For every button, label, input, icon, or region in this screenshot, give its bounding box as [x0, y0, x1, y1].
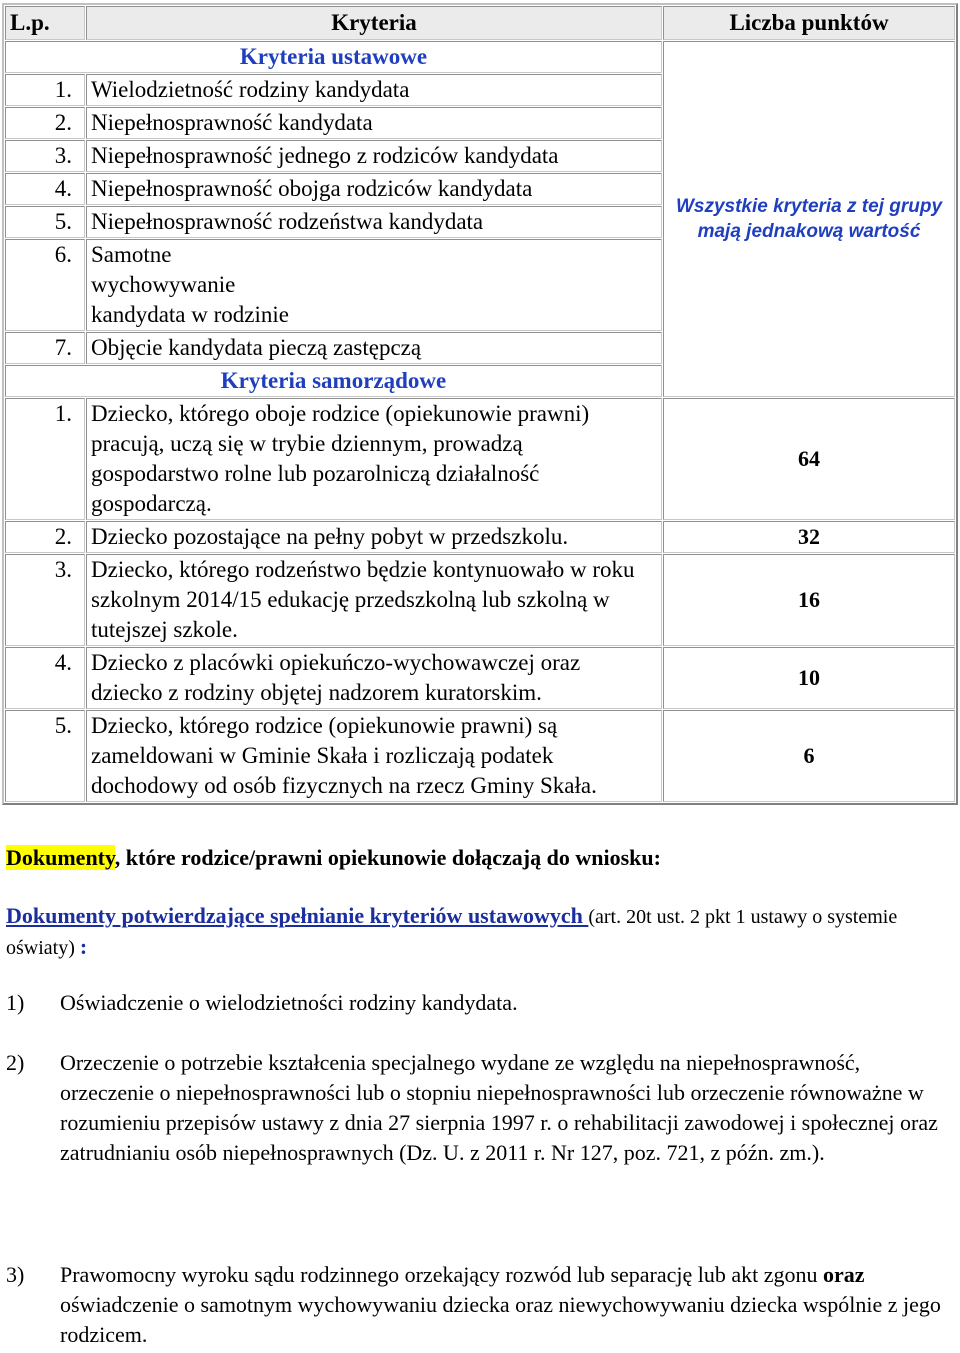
documents-subheading	[6, 901, 946, 963]
row-number: 6.	[5, 239, 85, 331]
row-text: Dziecko, którego rodzice (opiekunowie prawni) są zameldowani w Gminie Skała i rozliczają podatek dochodowy od osób fizycznych na rzecz Gminy Skała.	[86, 710, 662, 802]
row-text: Dziecko z placówki opiekuńczo-wychowawczej oraz dziecko z rodziny objętej nadzorem kuratorskim.	[86, 647, 662, 709]
header-points: Liczba punktów	[663, 6, 955, 40]
list-item-text-part: oświadczenie o samotnym wychowywaniu dziecka oraz niewychowywaniu dziecka wspólnie z jego rodzicem.	[60, 1292, 941, 1347]
header-criteria: Kryteria	[86, 6, 662, 40]
documents-heading-rest: , które rodzice/prawni opiekunowie dołączają do wniosku:	[114, 845, 661, 870]
table-row	[5, 521, 955, 553]
row-number: 5.	[5, 710, 85, 802]
list-item	[6, 1260, 946, 1350]
header-lp: L.p.	[5, 6, 85, 40]
documents-heading	[6, 843, 946, 873]
row-number: 1.	[5, 74, 85, 106]
list-item-number: 1)	[6, 990, 25, 1015]
list-item	[6, 1048, 946, 1168]
documents-heading-highlight: Dokumenty	[6, 845, 115, 870]
row-text: Dziecko, którego oboje rodzice (opiekunowie prawni) pracują, uczą się w trybie dziennym, prowadzą gospodarstwo rolne lub pozarolniczą działalność gospodarczą.	[86, 398, 662, 520]
row-number: 3.	[5, 140, 85, 172]
list-item-text	[60, 1260, 946, 1350]
row-points: 64	[663, 398, 955, 520]
list-item-text: Orzeczenie o potrzebie kształcenia specjalnego wydane ze względu na niepełnosprawność, orzeczenie o niepełnosprawności lub o stopniu niepełnosprawności lub orzeczenie równoważne w rozumieniu przepisów ustawy z dnia 27 sierpnia 1997 r. o rehabilitacji zawodowej i społecznej oraz zatrudnianiu osób niepełnosprawnych (Dz. U. z 2011 r. Nr 127, poz. 721, z późn. zm.).	[60, 1050, 938, 1165]
row-points: 10	[663, 647, 955, 709]
row-number: 1.	[5, 398, 85, 520]
row-text: Dziecko pozostające na pełny pobyt w przedszkolu.	[86, 521, 662, 553]
row-text: Niepełnosprawność kandydata	[86, 107, 662, 139]
row-text: Dziecko, którego rodzeństwo będzie kontynuowało w roku szkolnym 2014/15 edukację przedszkolną lub szkolną w tutejszej szkole.	[86, 554, 662, 646]
row-text: Niepełnosprawność jednego z rodziców kandydata	[86, 140, 662, 172]
statutory-note: Wszystkie kryteria z tej grupy mają jednakową wartość	[663, 41, 955, 397]
statutory-documents-ref: (art. 20t ust. 2 pkt 1 ustawy o systemie oświaty)	[6, 906, 898, 959]
row-text: Niepełnosprawność obojga rodziców kandydata	[86, 173, 662, 205]
statutory-documents-colon: :	[79, 934, 88, 959]
table-row	[5, 554, 955, 646]
statutory-section-row	[5, 41, 955, 73]
statutory-section-title: Kryteria ustawowe	[5, 41, 662, 73]
statutory-documents-link[interactable]: Dokumenty potwierdzające spełnianie kryteriów ustawowych	[6, 903, 589, 928]
list-item-number: 3)	[6, 1262, 25, 1287]
row-number: 3.	[5, 554, 85, 646]
list-item	[6, 988, 946, 1018]
row-text: Samotne wychowywanie kandydata w rodzinie	[86, 239, 662, 331]
criteria-table	[2, 3, 958, 805]
local-section-title: Kryteria samorządowe	[5, 365, 662, 397]
row-number: 2.	[5, 107, 85, 139]
row-points: 16	[663, 554, 955, 646]
row-number: 4.	[5, 173, 85, 205]
list-item-text: Oświadczenie o wielodzietności rodziny kandydata.	[60, 990, 518, 1015]
table-row	[5, 398, 955, 520]
row-text: Niepełnosprawność rodzeństwa kandydata	[86, 206, 662, 238]
row-number: 5.	[5, 206, 85, 238]
row-points: 6	[663, 710, 955, 802]
table-header-row	[5, 6, 955, 40]
table-row	[5, 647, 955, 709]
list-item-number: 2)	[6, 1050, 25, 1075]
list-item-text-part: Prawomocny wyroku sądu rodzinnego orzekający rozwód lub separację lub akt zgonu	[60, 1262, 824, 1287]
row-number: 4.	[5, 647, 85, 709]
row-text: Objęcie kandydata pieczą zastępczą	[86, 332, 662, 364]
row-number: 7.	[5, 332, 85, 364]
table-row	[5, 710, 955, 802]
row-number: 2.	[5, 521, 85, 553]
row-points: 32	[663, 521, 955, 553]
row-text: Wielodzietność rodziny kandydata	[86, 74, 662, 106]
list-item-text-bold: oraz	[823, 1262, 865, 1287]
